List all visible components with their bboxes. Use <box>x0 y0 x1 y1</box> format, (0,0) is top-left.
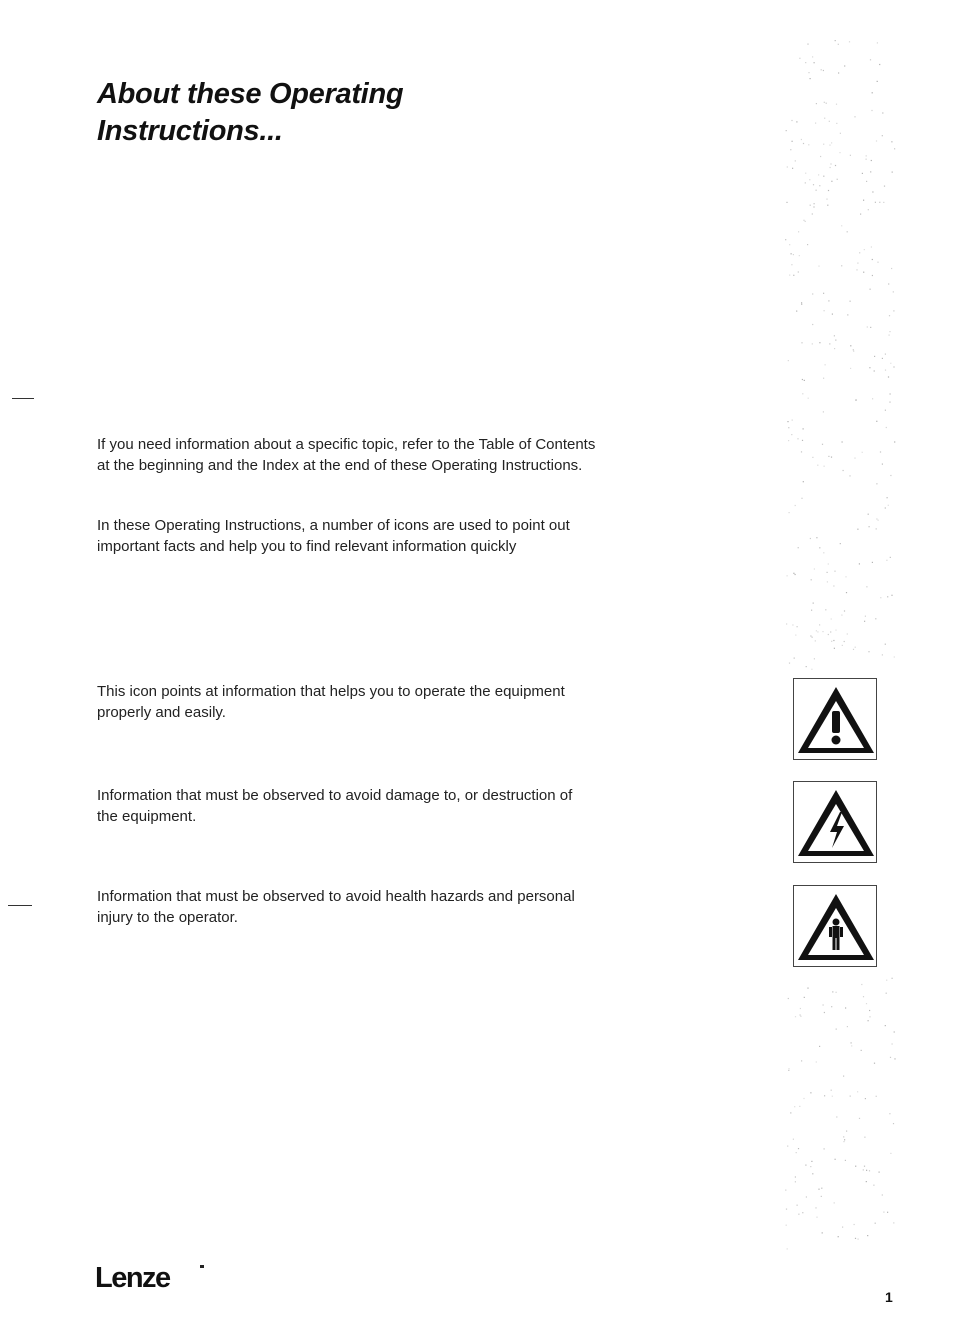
paragraph-toc-index: If you need information about a specific topic, refer to the Table of Contents at the beginning and the Index at the end of these Operating Instructions. <box>97 436 596 474</box>
margin-mark <box>12 398 34 399</box>
exclamation-warning-icon <box>794 679 878 761</box>
page-number: 1 <box>885 1289 893 1305</box>
person-hazard-warning-icon-frame <box>793 885 877 967</box>
paragraph-icons-intro: In these Operating Instructions, a number of icons are used to point out important facts and help you to find relevant information quickly <box>97 517 570 555</box>
page-title: About these Operating Instructions... <box>97 78 404 147</box>
margin-mark <box>8 905 32 906</box>
scan-speckle-decoration <box>780 40 900 1260</box>
legend-text-equipment-damage: Information that must be observed to avoid damage to, or destruction of the equipment. <box>97 787 573 825</box>
legend-text-personal-injury: Information that must be observed to avoid health hazards and personal injury to the operator. <box>97 888 575 926</box>
exclamation-warning-icon-frame <box>793 678 877 760</box>
lightning-warning-icon-frame <box>793 781 877 863</box>
lightning-warning-icon <box>794 782 878 864</box>
legend-text-operation-tip: This icon points at information that helps you to operate the equipment properly and easily. <box>97 683 565 721</box>
person-hazard-warning-icon <box>794 886 878 968</box>
logo-dot-mark <box>200 1265 204 1268</box>
lenze-logo: Lenze <box>95 1262 170 1294</box>
